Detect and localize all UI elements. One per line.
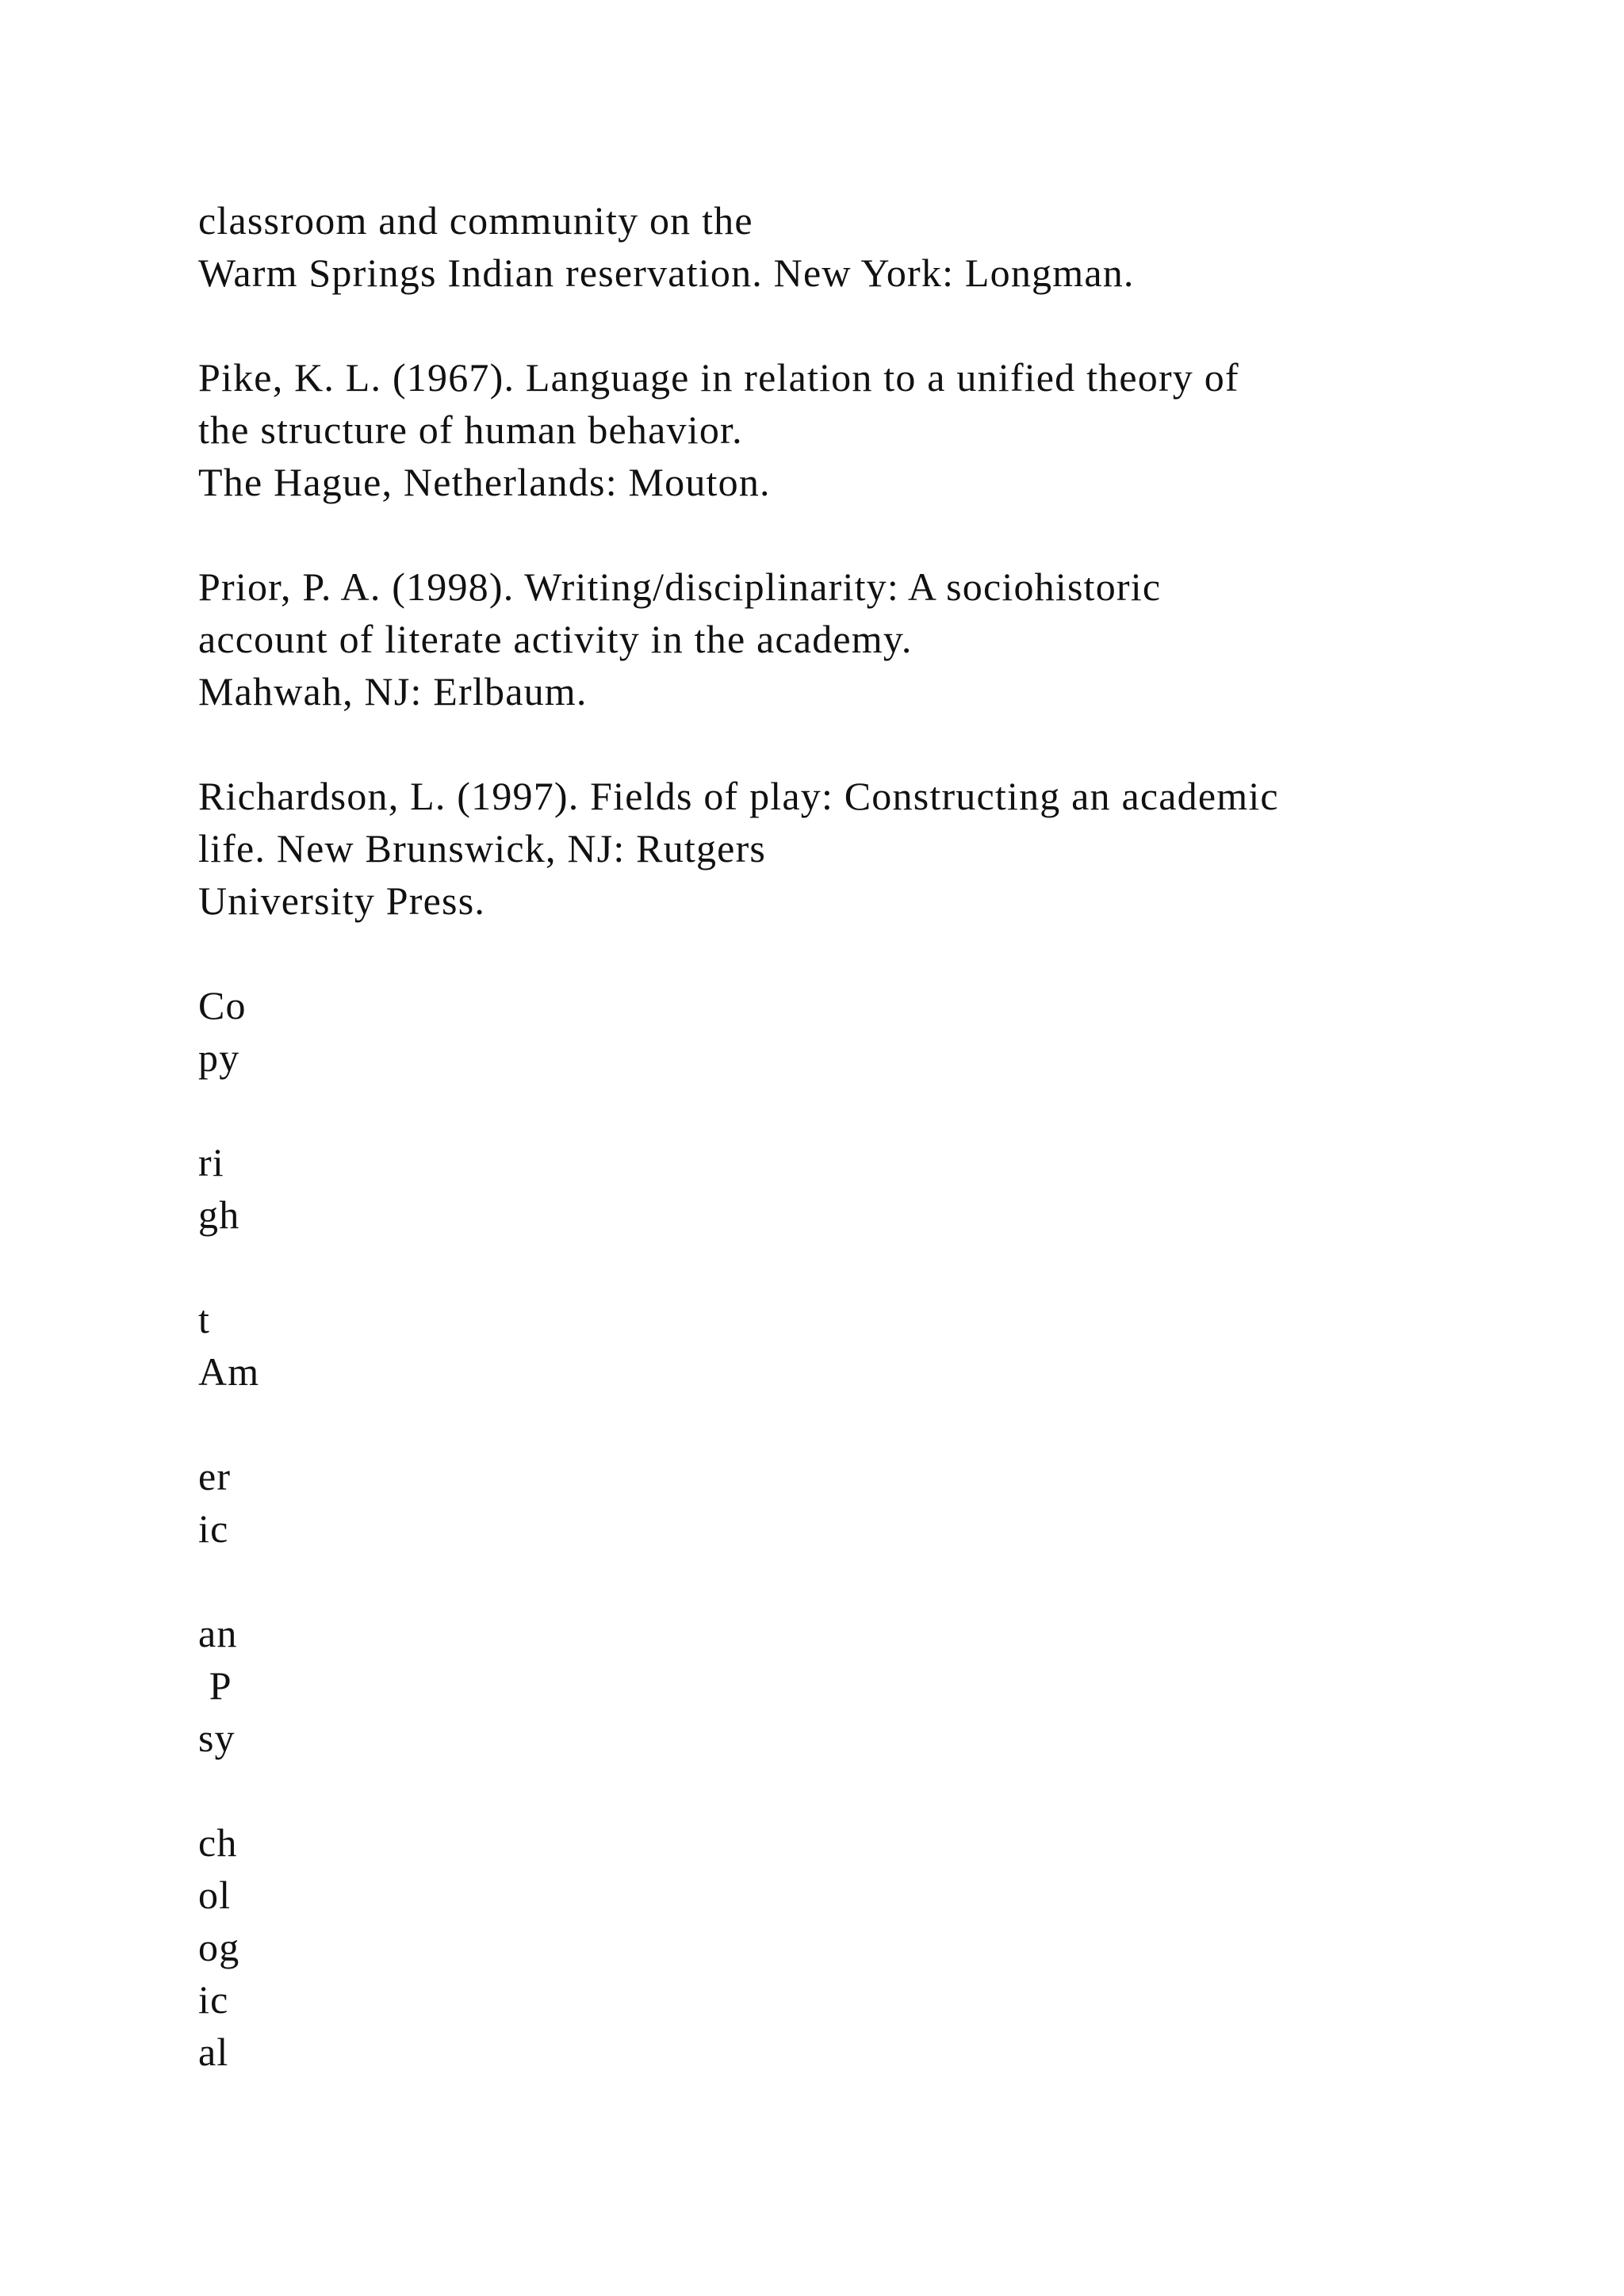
blank-line [198,927,1507,979]
blank-line [198,1241,1507,1293]
watermark-fragment: al [198,2030,229,2074]
watermark-fragment: P [198,1663,232,1708]
watermark-fragment: Co [198,983,247,1027]
blank-line [198,718,1507,770]
text-line: University Press. [198,878,486,923]
text-line: Warm Springs Indian reservation. New York: Longman. [198,251,1135,295]
watermark-fragment: ic [198,1977,229,2022]
watermark-fragment: an [198,1611,238,1655]
watermark-fragment: og [198,1925,240,1969]
blank-line [198,299,1507,351]
text-line: Richardson, L. (1997). Fields of play: Constructing an academic [198,774,1279,818]
watermark-fragment: ic [198,1506,229,1551]
watermark-fragment: gh [198,1192,240,1237]
text-line: classroom and community on the [198,198,753,243]
watermark-fragment: t [198,1297,211,1341]
blank-line [198,1084,1507,1136]
watermark-fragment: ch [198,1820,238,1865]
text-line: Mahwah, NJ: Erlbaum. [198,669,588,714]
text-line: life. New Brunswick, NJ: Rutgers [198,826,767,871]
watermark-fragment: er [198,1454,232,1498]
text-line: Pike, K. L. (1967). Language in relation to a unified theory of [198,355,1239,400]
text-line: the structure of human behavior. [198,408,743,452]
watermark-fragment: Am [198,1349,260,1394]
text-line: Prior, P. A. (1998). Writing/disciplinarity: A sociohistoric [198,564,1162,609]
watermark-fragment: py [198,1035,240,1080]
watermark-fragment: ri [198,1140,224,1184]
watermark-fragment: ol [198,1873,232,1917]
blank-line [198,1764,1507,1816]
text-line: account of literate activity in the academy. [198,617,913,661]
blank-line [198,1555,1507,1607]
watermark-fragment: sy [198,1716,236,1760]
blank-line [198,1398,1507,1450]
blank-line [198,508,1507,561]
reference-text [198,194,1507,2078]
text-line: The Hague, Netherlands: Mouton. [198,460,771,504]
